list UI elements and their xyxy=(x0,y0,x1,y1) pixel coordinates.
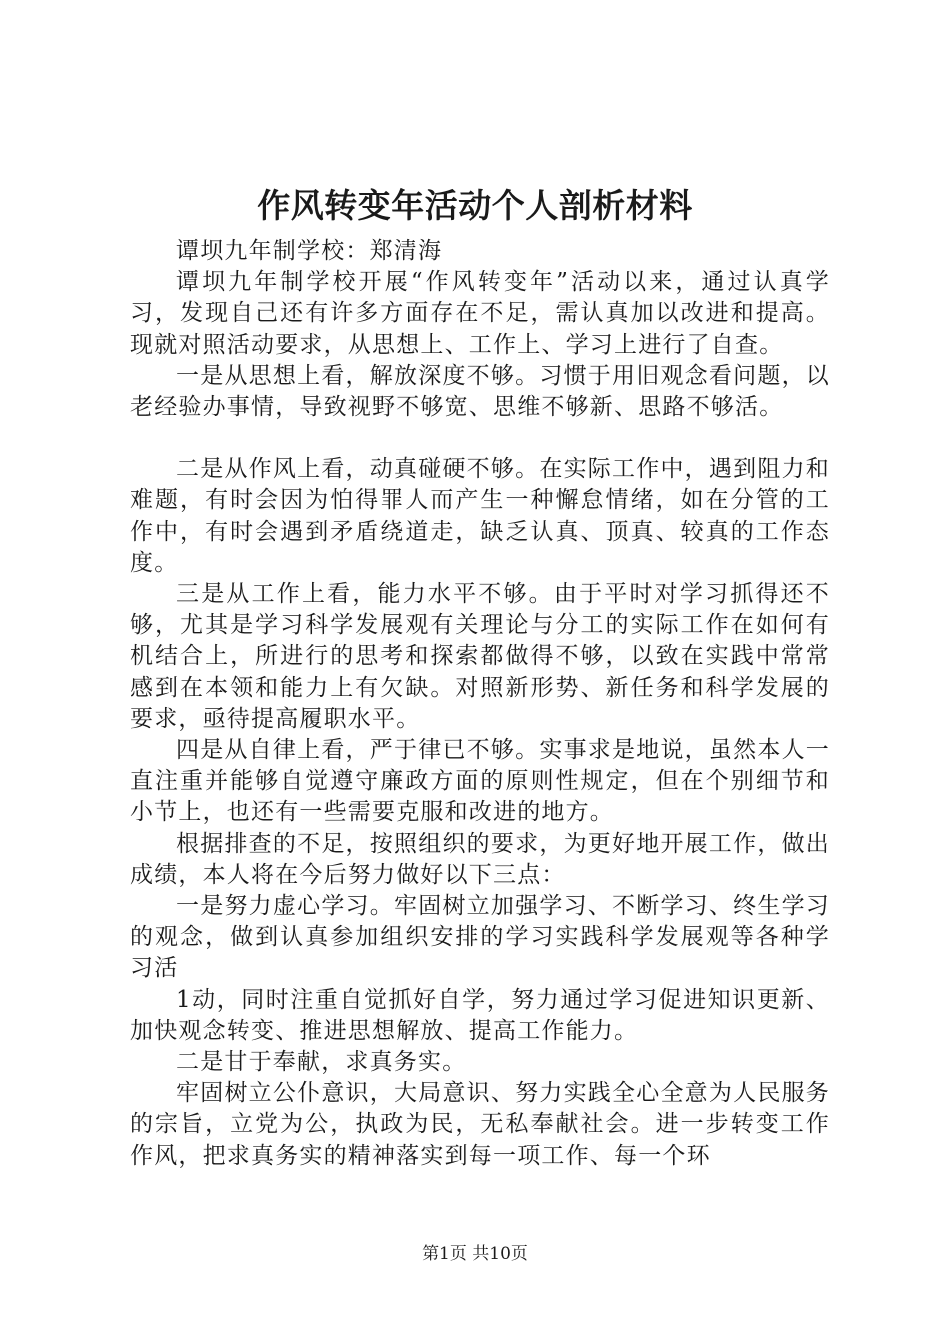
document-title: 作风转变年活动个人剖析材料 xyxy=(257,186,693,225)
intro-paragraph: 谭坝九年制学校开展“作风转变年”活动以来，通过认真学习，发现自己还有许多方面存在不足，需认真加以改进和提高。现就对照活动要求，从思想上、工作上、学习上进行了自查。 xyxy=(130,269,830,358)
paragraph-thought: 一是从思想上看，解放深度不够。习惯于用旧观念看问题，以老经验办事情，导致视野不够宽、思维不够新、思路不够活。 xyxy=(130,362,830,421)
paragraph-discipline: 四是从自律上看，严于律已不够。实事求是地说，虽然本人一直注重并能够自觉遵守廉政方面的原则性规定，但在个别细节和小节上，也还有一些需要克服和改进的地方。 xyxy=(130,737,830,826)
paragraph-study: 一是努力虚心学习。牢固树立加强学习、不断学习、终生学习的观念，做到认真参加组织安排的学习实践科学发展观等各种学习活 xyxy=(130,893,830,982)
paragraph-study-continued: 1动，同时注重自觉抓好自学，努力通过学习促进知识更新、加快观念转变、推进思想解放、提高工作能力。 xyxy=(130,986,830,1044)
paragraph-style: 二是从作风上看，动真碰硬不够。在实际工作中，遇到阻力和难题，有时会因为怕得罪人而产生一种懈怠情绪，如在分管的工作中，有时会遇到矛盾绕道走，缺乏认真、顶真、较真的工作态度。 xyxy=(130,456,830,576)
paragraph-dedication: 牢固树立公仆意识，大局意识、努力实践全心全意为人民服务的宗旨，立党为公，执政为民，无私奉献社会。进一步转变工作作风，把求真务实的精神落实到每一项工作、每一个环 xyxy=(130,1080,830,1169)
paragraph-work: 三是从工作上看，能力水平不够。由于平时对学习抓得还不够，尤其是学习科学发展观有关理论与分工的实际工作在如何有机结合上，所进行的思考和探索都做得不够，以致在实践中常常感到在本领和能力上有欠缺。对照新形势、新任务和科学发展的要求，亟待提高履职水平。 xyxy=(130,581,830,732)
author-line: 谭坝九年制学校：郑清海 xyxy=(176,238,443,264)
page-footer: 第1页 共10页 xyxy=(422,1244,528,1264)
paragraph-plan-intro: 根据排查的不足，按照组织的要求，为更好地开展工作，做出成绩，本人将在今后努力做好以下三点： xyxy=(130,830,830,888)
document-body xyxy=(130,236,830,1172)
paragraph-dedication-heading: 二是甘于奉献，求真务实。 xyxy=(176,1049,467,1076)
